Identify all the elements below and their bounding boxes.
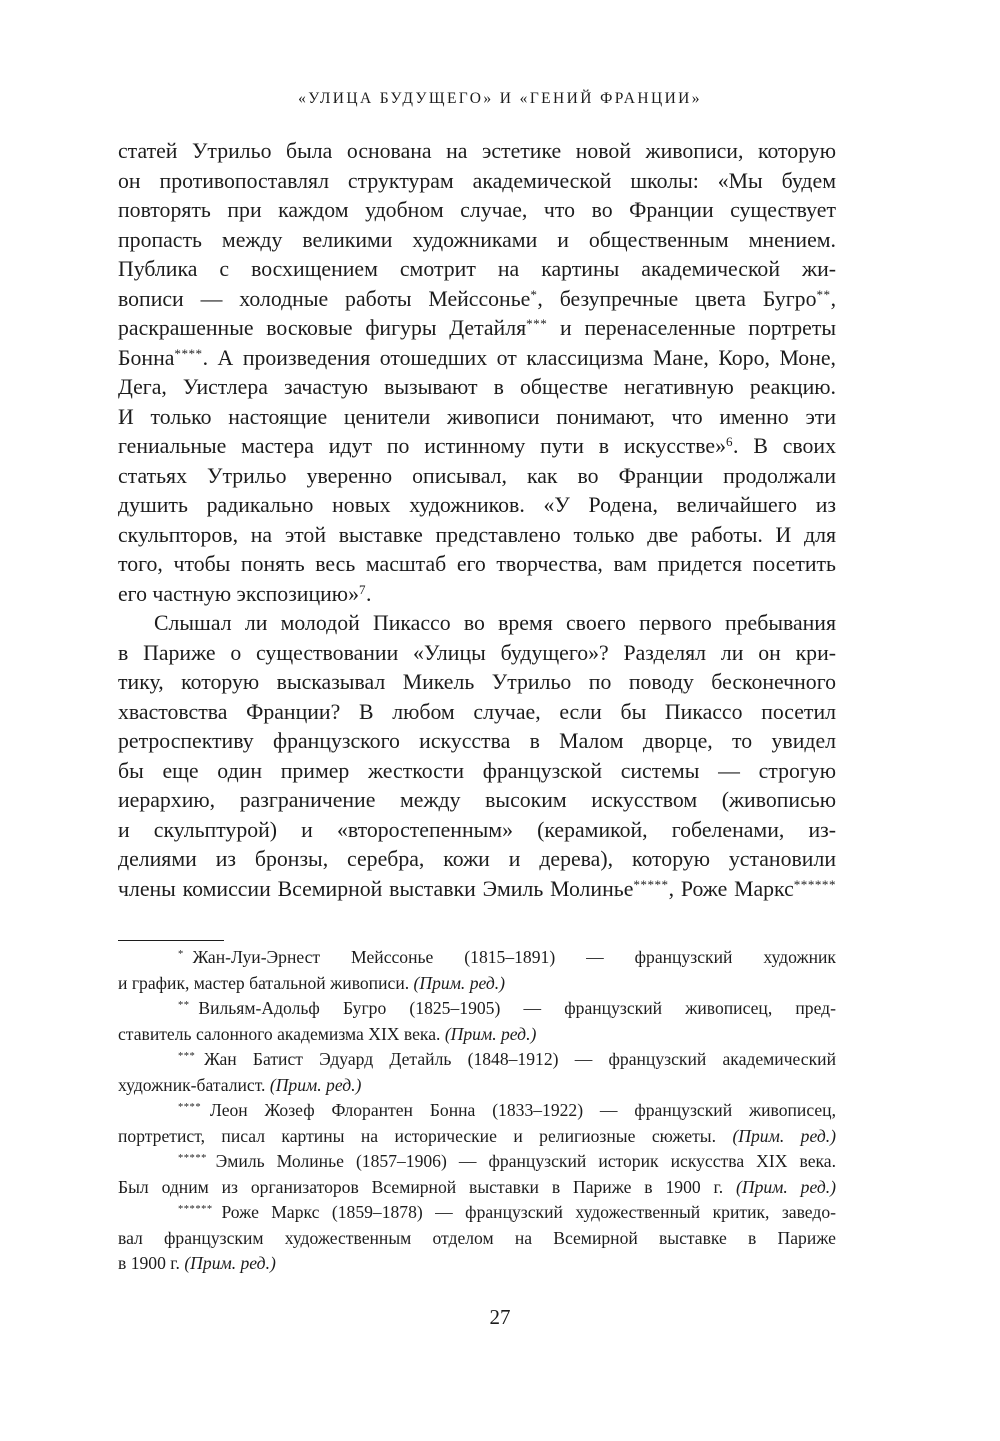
footnote-marker: 6 bbox=[725, 433, 734, 449]
text-line bbox=[118, 462, 836, 492]
footnote-line bbox=[118, 1047, 836, 1073]
text-segment: гениальные мастера идут по истинному пути в искусстве» bbox=[118, 434, 726, 458]
footnote-mark: ** bbox=[178, 1000, 190, 1012]
text-line bbox=[118, 845, 836, 875]
page-number: 27 bbox=[489, 1305, 511, 1329]
text-line bbox=[118, 521, 836, 551]
footnote-text: Эмиль Молинье (1857–1906) — французский историк искусства XIX века. bbox=[215, 1151, 836, 1171]
text-segment: ретроспективу французского искусства в Малом дворце, то увидел bbox=[118, 729, 836, 753]
footnote-text: Жан Батист Эдуард Детайль (1848–1912) — французский академический bbox=[204, 1049, 836, 1069]
footnote-text: портретист, писал картины на исторические и религиозные сюжеты. bbox=[118, 1125, 733, 1146]
text-segment: вописи — холодные работы Мейссонье bbox=[118, 286, 531, 311]
footnote-marker: *** bbox=[526, 315, 548, 331]
text-segment: Дега, Уистлера зачастую вызывают в обществе негативную реакцию. bbox=[118, 375, 836, 399]
text-segment: . В своих bbox=[733, 434, 836, 458]
text-line bbox=[118, 668, 836, 698]
running-head: «УЛИЦА БУДУЩЕГО» И «ГЕНИЙ ФРАНЦИИ» bbox=[298, 90, 702, 107]
text-segment: того, чтобы понять весь масштаб его творчества, вам придется посетить bbox=[118, 552, 836, 576]
text-line bbox=[118, 727, 836, 757]
text-segment: , Роже Маркс bbox=[668, 876, 794, 901]
footnote-mark: ****** bbox=[178, 1204, 213, 1216]
footnote-line bbox=[118, 1149, 836, 1175]
text-segment: повторять при каждом удобном случае, что во Франции существует bbox=[118, 198, 836, 222]
text-segment: и перенаселенные портреты bbox=[547, 316, 836, 340]
text-segment: . А произведения отошедших от классицизма Мане, Коро, Моне, bbox=[202, 345, 836, 370]
text-segment: скульпторов, на этой выставке представлено только две работы. И для bbox=[118, 522, 836, 547]
footnote-line bbox=[118, 1226, 836, 1252]
footnote-mark: * bbox=[178, 949, 184, 961]
text-segment: пропасть между великими художниками и общественным мнением. bbox=[118, 227, 836, 252]
text-segment: Слышал ли молодой Пикассо во время своего первого пребывания bbox=[154, 611, 836, 635]
text-segment: раскрашенные восковые фигуры Детайля bbox=[118, 316, 527, 340]
footnote-text: ставитель салонного академизма XIX века. bbox=[118, 1023, 445, 1044]
footnote-mark: **** bbox=[178, 1102, 202, 1114]
text-line bbox=[118, 786, 836, 816]
footnote-text: художник-баталист. bbox=[118, 1074, 270, 1095]
editor-note: (Прим. ред.) bbox=[184, 1253, 276, 1273]
footnote-marker: ** bbox=[816, 286, 831, 302]
text-line bbox=[118, 757, 836, 787]
text-line bbox=[118, 285, 836, 315]
editor-note: (Прим. ред.) bbox=[444, 1023, 537, 1044]
text-segment: Публика с восхищением смотрит на картины академической жи- bbox=[118, 257, 836, 281]
text-line bbox=[118, 403, 836, 433]
footnote-text: Леон Жозеф Флорантен Бонна (1833–1922) — французский живописец, bbox=[209, 1100, 836, 1120]
text-segment: Бонна bbox=[118, 345, 175, 370]
text-segment: и скульптурой) и «второстепенным» (керамикой, гобеленами, из- bbox=[118, 817, 836, 842]
text-line bbox=[118, 314, 836, 344]
text-line bbox=[118, 167, 836, 197]
text-segment: . bbox=[366, 581, 372, 606]
footnote-text: в 1900 г. bbox=[118, 1253, 185, 1273]
editor-note: (Прим. ред.) bbox=[732, 1125, 836, 1146]
footnote-line bbox=[118, 1073, 836, 1099]
text-segment: тику, которую высказывал Микель Утрильо по поводу бесконечного bbox=[118, 670, 836, 694]
editor-note: (Прим. ред.) bbox=[736, 1176, 836, 1197]
footnote-marker: ***** bbox=[633, 876, 669, 892]
footnote-mark: *** bbox=[178, 1051, 196, 1063]
text-segment: статьях Утрильо уверенно описывал, как во Франции продолжали bbox=[118, 463, 836, 488]
text-line bbox=[118, 609, 836, 639]
text-segment: статей Утрильо была основана на эстетике новой живописи, которую bbox=[118, 139, 836, 163]
text-segment: иерархию, разграничение между высоким искусством (живописью bbox=[118, 788, 836, 812]
footnote-line bbox=[118, 1022, 836, 1048]
footnote-line bbox=[118, 1175, 836, 1201]
footnote-line bbox=[118, 1251, 836, 1277]
text-line bbox=[118, 137, 836, 167]
text-segment: он противопоставлял структурам академической школы: «Мы будем bbox=[118, 168, 836, 193]
footnote-separator bbox=[118, 940, 224, 941]
text-segment: его частную экспозицию» bbox=[118, 581, 359, 606]
footnote-line bbox=[118, 1124, 836, 1150]
footnote-marker: ****** bbox=[793, 876, 836, 892]
footnote-marker: 7 bbox=[358, 581, 367, 597]
text-segment: делиями из бронзы, серебра, кожи и дерева), которую установили bbox=[118, 847, 836, 871]
footnote-line bbox=[118, 971, 836, 997]
footnote-text: Вильям-Адольф Бугро (1825–1905) — французский живописец, пред- bbox=[198, 998, 836, 1018]
footnote-line bbox=[118, 1200, 836, 1226]
text-segment: в Париже о существовании «Улицы будущего»? Разделял ли он кри- bbox=[118, 640, 836, 665]
text-line bbox=[118, 580, 836, 610]
footnote-line bbox=[118, 996, 836, 1022]
text-line bbox=[118, 875, 836, 905]
text-line bbox=[118, 226, 836, 256]
text-segment: хвастовства Франции? В любом случае, если бы Пикассо посетил bbox=[118, 699, 836, 724]
text-segment: , bbox=[830, 286, 837, 311]
text-segment: члены комиссии Всемирной выставки Эмиль Молинье bbox=[118, 876, 634, 901]
text-line bbox=[118, 816, 836, 846]
footnotes bbox=[118, 945, 836, 1277]
text-line bbox=[118, 491, 836, 521]
footnote-text: и график, мастер батальной живописи. bbox=[118, 972, 414, 993]
footnote-text: Был одним из организаторов Всемирной выставки в Париже в 1900 г. bbox=[118, 1176, 737, 1197]
text-segment: душить радикально новых художников. «У Родена, величайшего из bbox=[118, 493, 836, 517]
text-line bbox=[118, 255, 836, 285]
footnote-line bbox=[118, 945, 836, 971]
footnote-text: Роже Маркс (1859–1878) — французский художественный критик, заведо- bbox=[221, 1202, 836, 1222]
text-line bbox=[118, 373, 836, 403]
footnote-line bbox=[118, 1098, 836, 1124]
footnote-text: Жан-Луи-Эрнест Мейссонье (1815–1891) — французский художник bbox=[192, 947, 836, 967]
footnote-mark: ***** bbox=[178, 1153, 207, 1165]
text-line bbox=[118, 344, 836, 374]
text-line bbox=[118, 550, 836, 580]
editor-note: (Прим. ред.) bbox=[269, 1074, 362, 1095]
text-segment: бы еще один пример жесткости французской системы — строгую bbox=[118, 758, 836, 783]
text-line bbox=[118, 698, 836, 728]
text-line bbox=[118, 432, 836, 462]
text-line bbox=[118, 196, 836, 226]
main-text bbox=[118, 137, 836, 904]
footnote-marker: **** bbox=[174, 345, 203, 361]
footnote-marker: * bbox=[530, 286, 538, 302]
footnote-text: вал французским художественным отделом на Всемирной выставке в Париже bbox=[118, 1227, 836, 1248]
editor-note: (Прим. ред.) bbox=[413, 972, 506, 993]
text-segment: , безупречные цвета Бугро bbox=[537, 286, 817, 311]
text-line bbox=[118, 639, 836, 669]
text-segment: И только настоящие ценители живописи понимают, что именно эти bbox=[118, 404, 836, 429]
